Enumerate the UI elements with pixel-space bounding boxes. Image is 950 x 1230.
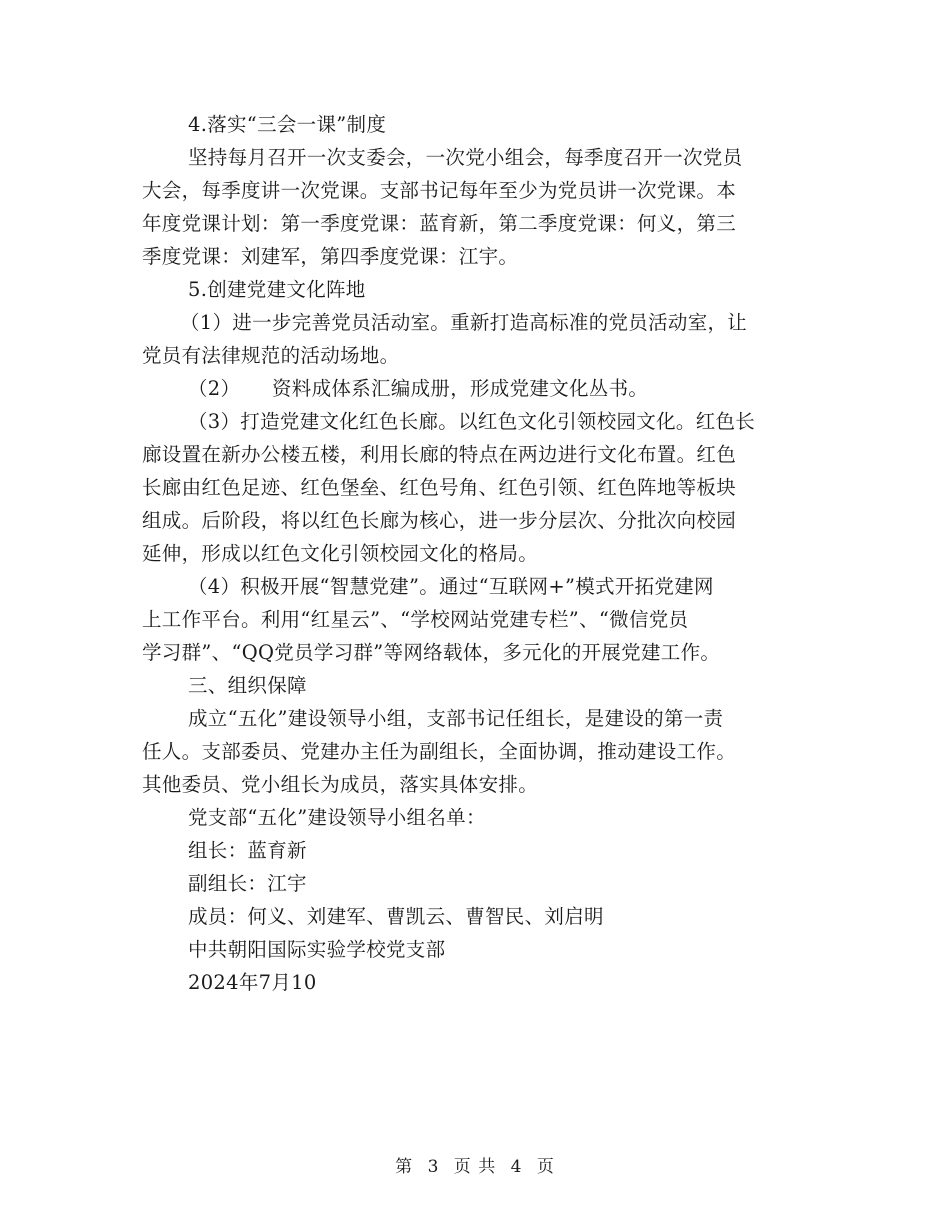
section-4-line-2: 大会，每季度讲一次党课。支部书记每年至少为党员讲一次党课。本 [142,179,737,202]
section-3-line-3: 其他委员、党小组长为成员，落实具体安排。 [142,773,539,796]
section-5-item-1-line-2: 党员有法律规范的活动场地。 [142,344,400,367]
section-5-item-3-line-5: 延伸，形成以红色文化引领校园文化的格局。 [142,542,539,565]
section-5-item-3-line-4: 组成。后阶段，将以红色长廊为核心，进一步分层次、分批次向校园 [142,509,737,532]
document-body [142,108,810,999]
deputy-line: 副组长：江宇 [188,872,307,895]
section-5-item-2-label: （2） [188,377,241,400]
page-prefix: 第 [395,1157,414,1177]
section-5-item-4-line-1: （4）积极开展“智慧党建”。通过“互联网+”模式开拓党建网 [188,575,714,598]
page-mid-text: 页 共 [453,1157,497,1177]
section-4-heading: 4.落实“三会一课”制度 [188,113,387,136]
page-footer [0,1152,950,1177]
section-3-line-1: 成立“五化”建设领导小组，支部书记任组长，是建设的第一责 [188,707,724,730]
current-page-number: 3 [427,1157,440,1177]
section-5-item-1-line-1: （1）进一步完善党员活动室。重新打造高标准的党员活动室，让 [180,311,748,334]
members-line: 成员：何义、刘建军、曹凯云、曹智民、刘启明 [188,905,604,928]
section-5-item-4-line-3: 学习群”、“QQ党员学习群”等网络载体，多元化的开展党建工作。 [142,641,721,664]
page-suffix: 页 [536,1157,555,1177]
leadership-list-title: 党支部“五化”建设领导小组名单： [188,806,486,829]
section-3-heading: 三、组织保障 [188,674,307,697]
section-5-item-2 [142,372,810,405]
section-3-line-2: 任人。支部委员、党建办主任为副组长，全面协调，推动建设工作。 [142,740,737,763]
leader-line: 组长：蓝育新 [188,839,307,862]
section-4-line-3: 年度党课计划：第一季度党课：蓝育新，第二季度党课：何义，第三 [142,212,737,235]
total-pages-number: 4 [510,1157,523,1177]
section-5-heading: 5.创建党建文化阵地 [188,278,366,301]
document-date: 2024年7月10 [188,971,317,994]
section-4-line-1: 坚持每月召开一次支委会，一次党小组会，每季度召开一次党员 [188,146,743,169]
organization-name: 中共朝阳国际实验学校党支部 [188,938,446,961]
section-4-line-4: 季度党课：刘建军，第四季度党课：江宇。 [142,245,519,268]
section-5-item-2-text: 资料成体系汇编成册，形成党建文化丛书。 [272,377,649,400]
section-5-item-3-line-1: （3）打造党建文化红色长廊。以红色文化引领校园文化。红色长 [188,410,756,433]
section-5-item-3-line-3: 长廊由红色足迹、红色堡垒、红色号角、红色引领、红色阵地等板块 [142,476,737,499]
section-5-item-4-line-2: 上工作平台。利用“红星云”、“学校网站党建专栏”、“微信党员 [142,608,689,631]
section-5-item-3-line-2: 廊设置在新办公楼五楼，利用长廊的特点在两边进行文化布置。红色 [142,443,737,466]
